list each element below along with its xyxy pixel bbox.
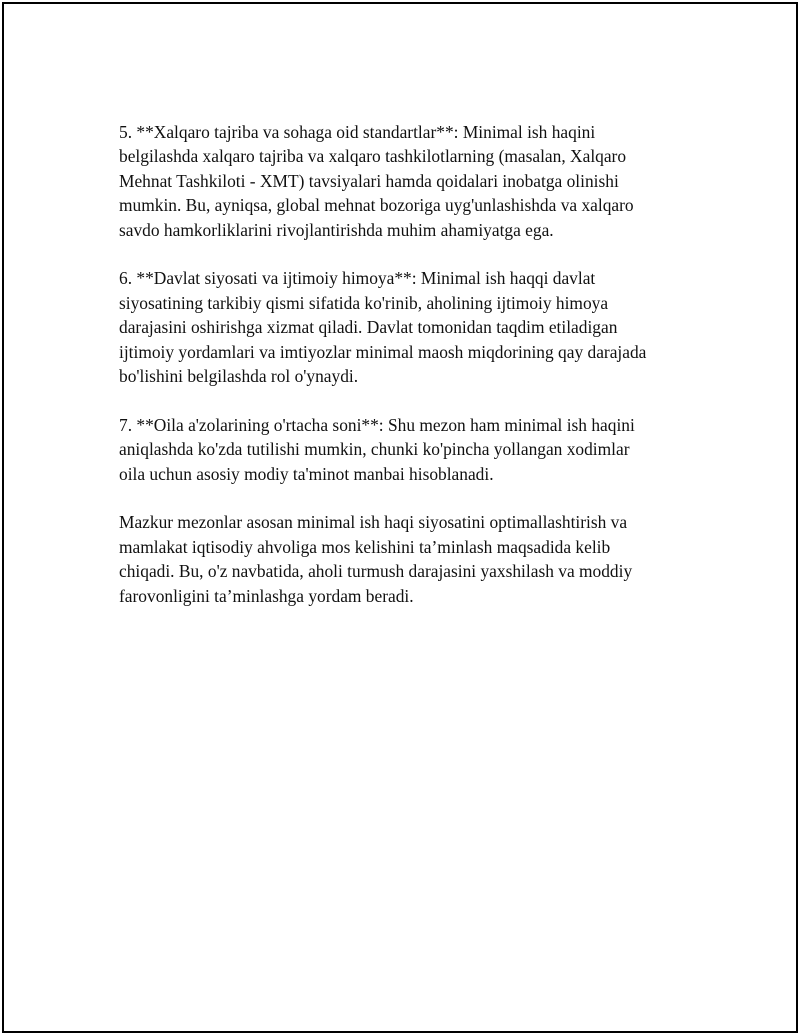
text-line: chiqadi. Bu, o'z navbatida, aholi turmush darajasini yaxshilash va moddiy xyxy=(119,561,633,582)
text-line: mumkin. Bu, ayniqsa, global mehnat bozoriga uyg'unlashishda va xalqaro xyxy=(119,195,634,216)
text-line: 6. **Davlat siyosati va ijtimoiy himoya**: Minimal ish haqqi davlat xyxy=(119,268,596,289)
text-line: darajasini oshirishga xizmat qiladi. Davlat tomonidan taqdim etiladigan xyxy=(119,317,618,338)
text-line: mamlakat iqtisodiy ahvoliga mos kelishini ta’minlash maqsadida kelib xyxy=(119,536,611,557)
text-line: savdo hamkorliklarini rivojlantirishda muhim ahamiyatga ega. xyxy=(119,219,554,240)
text-line: bo'lishini belgilashda rol o'ynaydi. xyxy=(119,366,359,387)
text-line: Mazkur mezonlar asosan minimal ish haqi siyosatini optimallashtirish va xyxy=(119,512,628,533)
text-line: Mehnat Tashkiloti - XMT) tavsiyalari hamda qoidalari inobatga olinishi xyxy=(119,170,619,191)
text-line: oila uchun asosiy modiy ta'minot manbai hisoblanadi. xyxy=(119,463,494,484)
paragraph-international-standards xyxy=(119,120,679,242)
text-line: aniqlashda ko'zda tutilishi mumkin, chunki ko'pincha yollangan xodimlar xyxy=(119,439,630,460)
text-line: belgilashda xalqaro tajriba va xalqaro tashkilotlarning (masalan, Xalqaro xyxy=(119,146,627,167)
document-page xyxy=(2,2,798,1033)
paragraph-conclusion xyxy=(119,510,679,608)
paragraph-state-policy xyxy=(119,266,679,388)
text-line: 7. **Oila a'zolarining o'rtacha soni**: Shu mezon ham minimal ish haqini xyxy=(119,414,635,435)
text-line: siyosatining tarkibiy qismi sifatida ko'rinib, aholining ijtimoiy himoya xyxy=(119,292,609,313)
document-body xyxy=(119,120,679,632)
text-line: farovonligini ta’minlashga yordam beradi. xyxy=(119,585,414,606)
text-line: ijtimoiy yordamlari va imtiyozlar minimal maosh miqdorining qay darajada xyxy=(119,341,647,362)
text-line: 5. **Xalqaro tajriba va sohaga oid standartlar**: Minimal ish haqini xyxy=(119,122,596,142)
paragraph-family-size xyxy=(119,413,679,486)
